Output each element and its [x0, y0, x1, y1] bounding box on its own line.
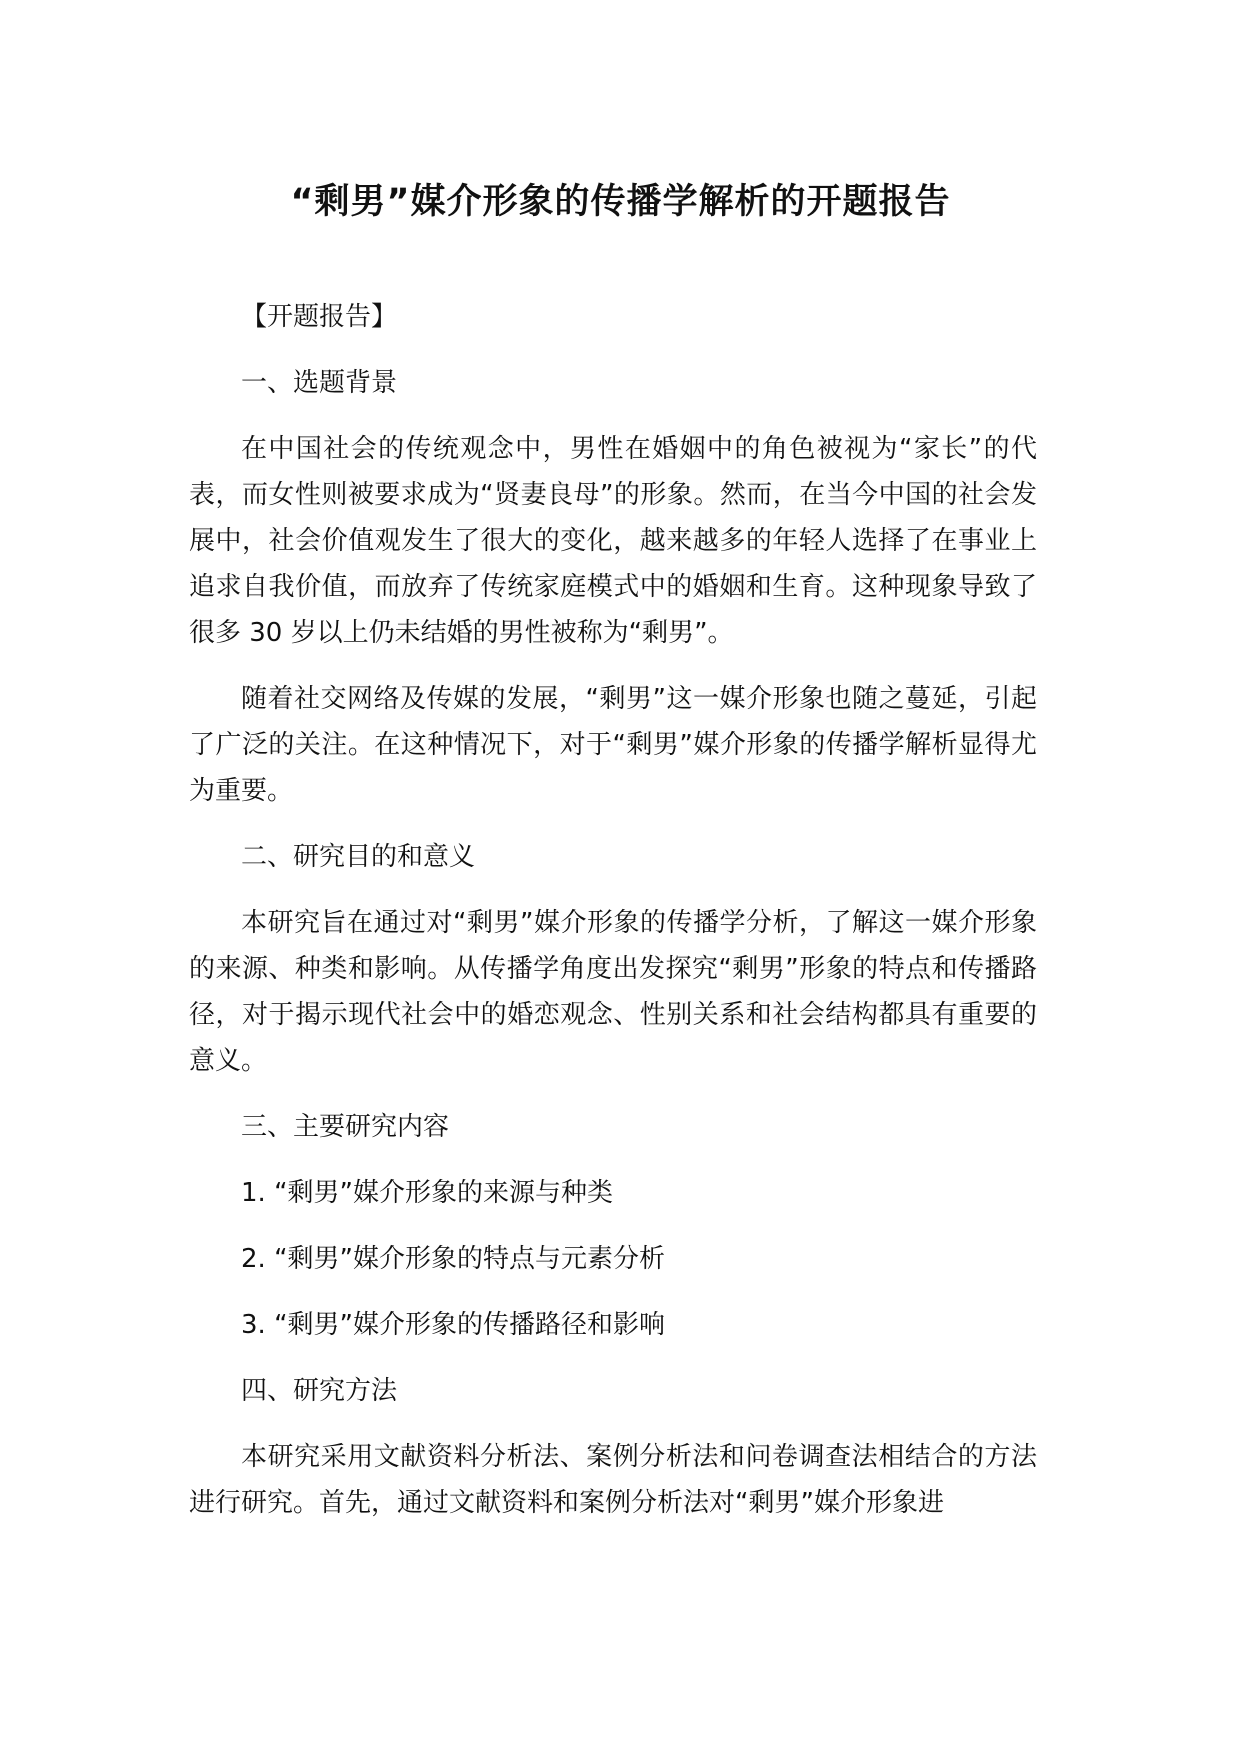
paragraph-background-2: 随着社交网络及传媒的发展，“剩男”这一媒介形象也随之蔓延，引起了广泛的关注。在这种情况下，对于“剩男”媒介形象的传播学解析显得尤为重要。 — [189, 684, 1037, 806]
section-heading-purpose: 二、研究目的和意义 — [241, 842, 476, 872]
paragraph-background-1: 在中国社会的传统观念中，男性在婚姻中的角色被视为“家长”的代表，而女性则被要求成为“贤妻良母”的形象。然而，在当今中国的社会发展中，社会价值观发生了很大的变化，越来越多的年轻人选择了在事业上追求自我价值，而放弃了传统家庭模式中的婚姻和生育。这种现象导致了很多 30 岁以上仍未结婚的男性被称为“剩男”。 — [189, 434, 1037, 648]
list-item-content-1: 1. “剩男”媒介形象的来源与种类 — [241, 1178, 614, 1208]
section-heading-content: 三、主要研究内容 — [241, 1112, 450, 1142]
paragraph-purpose: 本研究旨在通过对“剩男”媒介形象的传播学分析，了解这一媒介形象的来源、种类和影响。从传播学角度出发探究“剩男”形象的特点和传播路径，对于揭示现代社会中的婚恋观念、性别关系和社会结构都具有重要的意义。 — [189, 908, 1037, 1076]
section-heading-method: 四、研究方法 — [241, 1376, 398, 1406]
list-item-content-2: 2. “剩男”媒介形象的特点与元素分析 — [241, 1244, 666, 1274]
document-title: “剩男”媒介形象的传播学解析的开题报告 — [290, 182, 951, 222]
paragraph-method: 本研究采用文献资料分析法、案例分析法和问卷调查法相结合的方法进行研究。首先，通过文献资料和案例分析法对“剩男”媒介形象进 — [189, 1442, 1037, 1518]
section-heading-background: 一、选题背景 — [241, 368, 398, 398]
report-label: 【开题报告】 — [241, 302, 398, 332]
document-body — [189, 294, 1037, 1546]
list-item-content-3: 3. “剩男”媒介形象的传播路径和影响 — [241, 1310, 666, 1340]
